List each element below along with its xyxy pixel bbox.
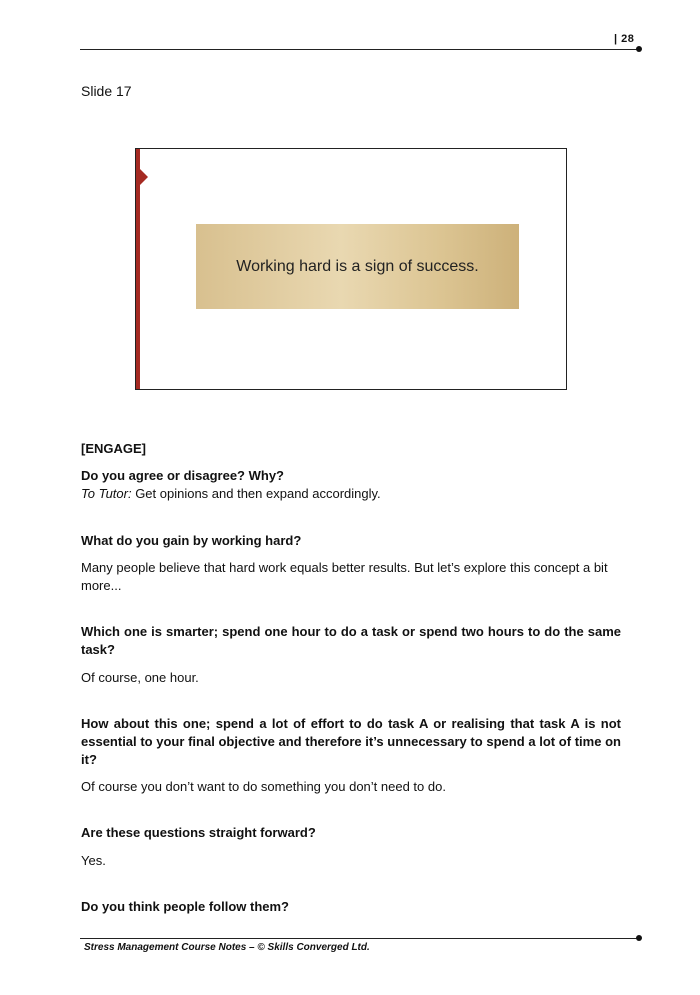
- slide-banner-text: Working hard is a sign of success.: [236, 257, 479, 275]
- question-3: Which one is smarter; spend one hour to do a task or spend two hours to do the same task?: [81, 624, 621, 658]
- tutor-text: Get opinions and then expand accordingly.: [131, 486, 381, 502]
- footer-rule: [80, 938, 640, 939]
- footer-text: Stress Management Course Notes – © Skills Converged Ltd.: [84, 942, 370, 953]
- question-4: How about this one; spend a lot of effort to do task A or realising that task A is not essential to your final objective and therefore it’s unnecessary to spend a lot of time on it?: [81, 715, 621, 768]
- tutor-label: To Tutor:: [81, 486, 132, 502]
- slide-banner: [196, 224, 519, 309]
- answer-4: Of course you don’t want to do something you don’t need to do.: [81, 779, 446, 795]
- answer-5: Yes.: [81, 852, 106, 868]
- slide-thumbnail: [135, 148, 567, 390]
- slide-pointer-icon: [140, 169, 148, 185]
- answer-2: Many people believe that hard work equals better results. But let’s explore this concept a bit more...: [81, 559, 608, 593]
- header-rule-dot: [636, 46, 642, 52]
- question-2: What do you gain by working hard?: [81, 532, 302, 548]
- question-6: Do you think people follow them?: [81, 898, 289, 914]
- slide-label: Slide 17: [81, 83, 132, 99]
- header-rule: [80, 49, 640, 50]
- answer-3: Of course, one hour.: [81, 669, 199, 685]
- question-1: Do you agree or disagree? Why?: [81, 468, 284, 484]
- notes-content: [81, 440, 621, 916]
- engage-tag: [ENGAGE]: [81, 441, 146, 456]
- page-number: | 28: [614, 33, 635, 45]
- footer-rule-dot: [636, 935, 642, 941]
- slide-accent-bar: [136, 149, 140, 389]
- question-5: Are these questions straight forward?: [81, 825, 316, 841]
- tutor-note: [81, 485, 621, 503]
